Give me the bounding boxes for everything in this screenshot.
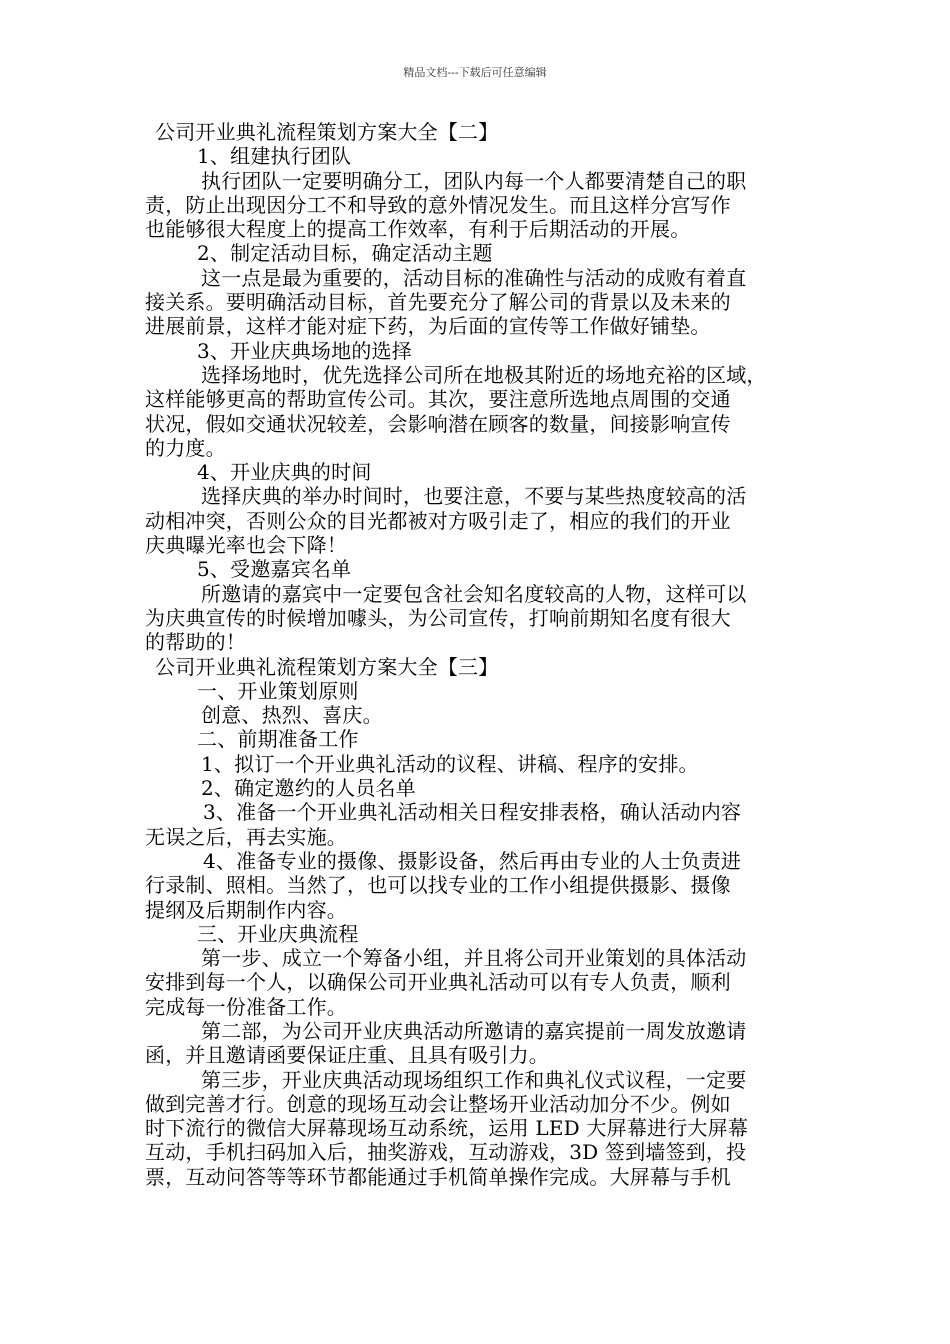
- subheading: 2、制定活动目标，确定活动主题: [197, 241, 493, 266]
- paragraph-line: 做到完善才行。创意的现场互动会让整场开业活动加分不少。例如: [145, 1091, 731, 1116]
- paragraph-line: 3、准备一个开业典礼活动相关日程安排表格，确认活动内容: [203, 800, 742, 825]
- paragraph-line: 安排到每一个人，以确保公司开业典礼活动可以有专人负责，顺利: [145, 970, 731, 995]
- subheading: 一、开业策划原则: [197, 678, 359, 703]
- paragraph-line: 责，防止出现因分工不和导致的意外情况发生。而且这样分宫写作: [145, 192, 731, 217]
- paragraph-line: 为庆典宣传的时候增加噱头，为公司宣传，打响前期知名度有很大: [145, 605, 731, 630]
- paragraph-line: 4、准备专业的摄像、摄影设备，然后再由专业的人士负责进: [203, 848, 742, 873]
- paragraph-line: 第一步、成立一个筹备小组，并且将公司开业策划的具体活动: [201, 946, 747, 971]
- paragraph-line: 状况，假如交通状况较差，会影响潜在顾客的数量，间接影响宣传: [145, 411, 731, 436]
- paragraph-line: 无误之后，再去实施。: [145, 824, 347, 849]
- paragraph-line: 选择庆典的举办时间时，也要注意，不要与某些热度较高的活: [201, 484, 747, 509]
- paragraph-line: 的力度。: [145, 435, 226, 460]
- paragraph-line: 创意、热烈、喜庆。: [201, 703, 383, 728]
- paragraph-line: 接关系。要明确活动目标，首先要充分了解公司的背景以及未来的: [145, 290, 731, 315]
- paragraph-line: 执行团队一定要明确分工，团队内每一个人都要清楚自己的职: [201, 168, 747, 193]
- section-title: 公司开业典礼流程策划方案大全【二】: [155, 120, 499, 144]
- paragraph-line: 选择场地时，优先选择公司所在地极其附近的场地充裕的区域，: [201, 362, 767, 387]
- paragraph-line: 1、拟订一个开业典礼活动的议程、讲稿、程序的安排。: [201, 751, 699, 776]
- paragraph-line: 进展前景，这样才能对症下药，为后面的宣传等工作做好铺垫。: [145, 314, 711, 339]
- paragraph-line: 完成每一份准备工作。: [145, 994, 347, 1019]
- paragraph-line: 第二部，为公司开业庆典活动所邀请的嘉宾提前一周发放邀请: [201, 1018, 747, 1043]
- paragraph-line: 第三步，开业庆典活动现场组织工作和典礼仪式议程，一定要: [201, 1067, 747, 1092]
- subheading: 5、受邀嘉宾名单: [197, 557, 352, 582]
- subheading: 二、前期准备工作: [197, 727, 359, 752]
- document-body: [145, 120, 810, 1189]
- subheading: 3、开业庆典场地的选择: [197, 338, 412, 363]
- subheading: 三、开业庆典流程: [197, 921, 359, 946]
- paragraph-line: 行录制、照相。当然了，也可以找专业的工作小组提供摄影、摄像: [145, 873, 731, 898]
- paragraph-line: 的帮助的！: [145, 630, 246, 655]
- paragraph-line: 2、确定邀约的人员名单: [201, 776, 416, 801]
- subheading: 4、开业庆典的时间: [197, 460, 372, 485]
- paragraph-line: 这样能够更高的帮助宣传公司。其次，要注意所选地点周围的交通: [145, 387, 731, 412]
- paragraph-line: 这一点是最为重要的，活动目标的准确性与活动的成败有着直: [201, 265, 747, 290]
- paragraph-line: 互动，手机扫码加入后，抽奖游戏，互动游戏，3D 签到墙签到，投: [145, 1140, 747, 1165]
- paragraph-line: 提纲及后期制作内容。: [145, 897, 347, 922]
- paragraph-line: 也能够很大程度上的提高工作效率，有利于后期活动的开展。: [145, 217, 691, 242]
- paragraph-line: 庆典曝光率也会下降！: [145, 533, 347, 558]
- page-header: 精品文档---下载后可任意编辑: [403, 66, 547, 79]
- subheading: 1、组建执行团队: [197, 144, 352, 169]
- paragraph-line: 时下流行的微信大屏幕现场互动系统，运用 LED 大屏幕进行大屏幕: [145, 1116, 749, 1141]
- paragraph-line: 所邀请的嘉宾中一定要包含社会知名度较高的人物，这样可以: [201, 581, 747, 606]
- paragraph-line: 票，互动问答等等环节都能通过手机简单操作完成。大屏幕与手机: [145, 1164, 731, 1189]
- paragraph-line: 函，并且邀请函要保证庄重、且具有吸引力。: [145, 1043, 549, 1068]
- paragraph-line: 动相冲突，否则公众的目光都被对方吸引走了，相应的我们的开业: [145, 508, 731, 533]
- section-title: 公司开业典礼流程策划方案大全【三】: [155, 654, 499, 679]
